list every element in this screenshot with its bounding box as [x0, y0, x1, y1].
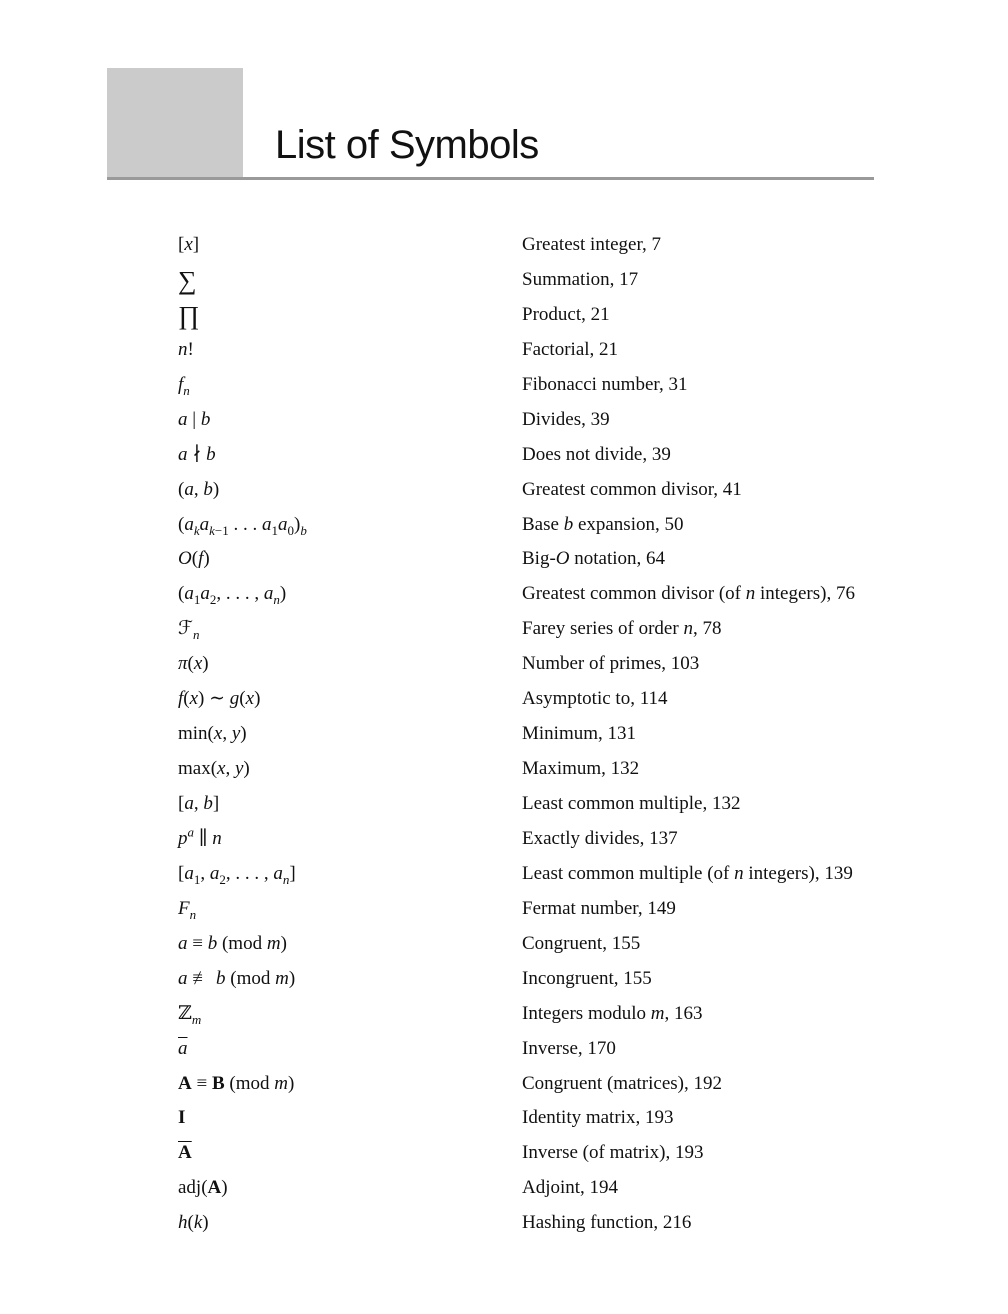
symbol-row [178, 577, 878, 612]
description-cell: Greatest common divisor (of n integers), 76 [522, 583, 855, 605]
symbol-cell: A ≡ B (mod m) [178, 1072, 295, 1094]
symbol-row [178, 822, 878, 857]
symbol-cell: max(x, y) [178, 758, 250, 780]
symbol-cell: ℤ$_m$ [178, 1002, 202, 1027]
symbol-cell: I [178, 1107, 186, 1129]
symbol-row [178, 1101, 878, 1136]
description-cell: Fermat number, 149 [522, 897, 676, 919]
symbol-row [178, 263, 878, 298]
symbol-row [178, 997, 878, 1032]
symbol-cell: ($a_ka_{k-1}$ . . . $a_1a_0)_b$ [178, 513, 307, 538]
description-cell: Greatest integer, 7 [522, 234, 662, 255]
description-cell: Greatest common divisor, 41 [522, 478, 742, 500]
symbol-cell: min(x, y) [178, 723, 247, 745]
description-cell: Asymptotic to, 114 [522, 688, 668, 710]
symbol-cell: ($a_1a_2$, . . . , $a_n$) [178, 583, 287, 608]
symbol-cell: adj(A) [178, 1177, 228, 1199]
symbol-row [178, 1206, 878, 1241]
symbol-cell: O(f) [178, 548, 210, 570]
symbol-row [178, 647, 878, 682]
symbol-cell: [a, b] [178, 793, 220, 814]
symbol-list [178, 228, 878, 1241]
symbol-cell: $F_n$ [178, 897, 197, 922]
description-cell: Congruent, 155 [522, 932, 641, 954]
symbol-row [178, 1136, 878, 1171]
description-cell: Least common multiple, 132 [522, 793, 741, 814]
title-rule [107, 177, 874, 180]
description-cell: Does not divide, 39 [522, 443, 671, 465]
symbol-cell: a ≡ b (mod m) [178, 932, 287, 954]
symbol-cell: π(x) [178, 653, 209, 675]
symbol-cell: n! [178, 338, 194, 360]
description-cell: Farey series of order n, 78 [522, 618, 722, 640]
symbol-cell: f(x) ∼ g(x) [178, 688, 261, 710]
chapter-tab-block [107, 68, 243, 178]
symbol-cell: ∏ [178, 300, 200, 330]
symbol-cell: (a, b) [178, 478, 220, 500]
description-cell: Base b expansion, 50 [522, 513, 684, 535]
description-cell: Product, 21 [522, 303, 610, 325]
description-cell: Maximum, 132 [522, 758, 640, 780]
symbol-row [178, 228, 878, 263]
symbol-row [178, 403, 878, 438]
symbol-row [178, 508, 878, 543]
description-cell: Congruent (matrices), 192 [522, 1072, 722, 1094]
description-cell: Inverse (of matrix), 193 [522, 1142, 704, 1164]
symbol-cell: h(k) [178, 1212, 209, 1234]
symbol-row [178, 1171, 878, 1206]
symbol-row [178, 682, 878, 717]
symbol-row [178, 333, 878, 368]
description-cell: Number of primes, 103 [522, 653, 700, 675]
symbol-row [178, 752, 878, 787]
symbol-row [178, 962, 878, 997]
symbol-row [178, 927, 878, 962]
description-cell: Minimum, 131 [522, 723, 637, 745]
description-cell: Factorial, 21 [522, 338, 619, 360]
description-cell: Exactly divides, 137 [522, 827, 678, 849]
symbol-row [178, 438, 878, 473]
symbol-cell: $p^a$ ∥ n [178, 824, 222, 849]
symbol-cell: a ∤ b [178, 443, 216, 465]
description-cell: Least common multiple (of n integers), 139 [522, 862, 853, 884]
symbol-row [178, 1032, 878, 1067]
symbol-cell: $\overline{a}$ [178, 1037, 188, 1059]
description-cell: Hashing function, 216 [522, 1212, 692, 1234]
symbol-row [178, 368, 878, 403]
symbol-cell: $\overline{A}$ [178, 1142, 192, 1164]
description-cell: Summation, 17 [522, 268, 639, 290]
symbol-row [178, 857, 878, 892]
page-title: List of Symbols [275, 123, 539, 167]
description-cell: Divides, 39 [522, 408, 610, 430]
symbol-row [178, 892, 878, 927]
description-cell: Incongruent, 155 [522, 967, 652, 989]
symbol-row [178, 542, 878, 577]
description-cell: Integers modulo m, 163 [522, 1002, 703, 1024]
symbol-row [178, 473, 878, 508]
description-cell: Fibonacci number, 31 [522, 373, 688, 395]
symbol-row [178, 298, 878, 333]
symbol-cell: ∑ [178, 265, 197, 295]
symbol-row [178, 717, 878, 752]
symbol-row [178, 612, 878, 647]
symbol-cell: [$a_1$, $a_2$, . . . , $a_n$] [178, 862, 296, 887]
description-cell: Adjoint, 194 [522, 1177, 619, 1199]
symbol-cell: [x] [178, 234, 200, 255]
description-cell: Inverse, 170 [522, 1037, 616, 1059]
symbol-cell: $f_n$ [178, 373, 190, 398]
symbol-cell: a | b [178, 408, 211, 430]
symbol-cell: ℱ$_n$ [178, 618, 200, 643]
symbol-row [178, 787, 878, 822]
symbol-row [178, 1067, 878, 1102]
description-cell: Big-O notation, 64 [522, 548, 666, 570]
description-cell: Identity matrix, 193 [522, 1107, 674, 1129]
symbol-cell: a ≢ b (mod m) [178, 967, 296, 989]
